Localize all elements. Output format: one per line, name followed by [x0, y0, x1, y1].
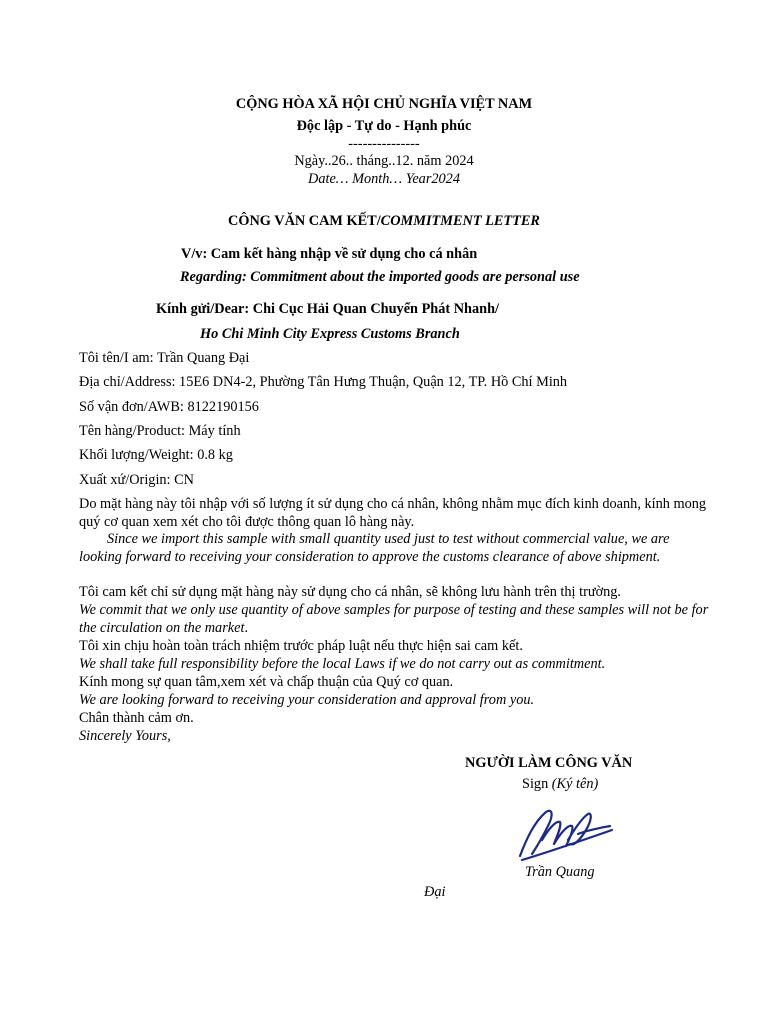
thanks-english: Sincerely Yours, [79, 728, 171, 744]
signer-title: NGƯỜI LÀM CÔNG VĂN [465, 755, 633, 771]
date-english: Date… Month… Year2024 [308, 171, 460, 187]
subject-english: Regarding: Commitment about the imported goods are personal use [180, 269, 580, 285]
thanks-vietnamese: Chân thành cảm ơn. [79, 710, 194, 726]
sign-label-english: Sign [522, 776, 552, 792]
date-vietnamese: Ngày..26.. tháng..12. năm 2024 [294, 153, 474, 169]
recipient-english: Ho Chi Minh City Express Customs Branch [200, 326, 460, 342]
paragraph-2-vietnamese: Tôi cam kết chỉ sử dụng mặt hàng này sử dụng cho cá nhân, sẽ không lưu hành trên thị trường. [79, 584, 622, 600]
document-title [0, 213, 768, 230]
field-origin: Xuất xứ/Origin: CN [79, 472, 194, 488]
paragraph-4-vietnamese: Kính mong sự quan tâm,xem xét và chấp thuận của Quý cơ quan. [79, 674, 454, 690]
motto: Độc lập - Tự do - Hạnh phúc [296, 118, 472, 134]
sign-label-vietnamese: (Ký tên) [551, 776, 599, 792]
field-address: Địa chỉ/Address: 15E6 DN4-2, Phường Tân Hưng Thuận, Quận 12, TP. Hồ Chí Minh [79, 374, 568, 390]
signer-name-line-2: Đại [424, 884, 446, 900]
title-english: COMMITMENT LETTER [380, 213, 540, 229]
paragraph-3-vietnamese: Tôi xin chịu hoàn toàn trách nhiệm trước pháp luật nếu thực hiện sai cam kết. [79, 638, 523, 654]
field-name: Tôi tên/I am: Trần Quang Đại [79, 350, 250, 366]
paragraph-4-english: We are looking forward to receiving your consideration and approval from you. [79, 692, 535, 708]
nation-heading: CỘNG HÒA XÃ HỘI CHỦ NGHĨA VIỆT NAM [235, 96, 533, 112]
paragraph-1-english: Since we import this sample with small quantity used just to test without commercial value, we are looking forward to receiving your consideration to approve the customs clearance of above shipment. [79, 531, 670, 565]
subject-vietnamese: V/v: Cam kết hàng nhập về sử dụng cho cá nhân [181, 246, 478, 262]
recipient-vietnamese: Kính gửi/Dear: Chi Cục Hải Quan Chuyển Phát Nhanh/ [156, 301, 500, 317]
signer-name-line-1: Trần Quang [525, 864, 595, 880]
field-weight: Khối lượng/Weight: 0.8 kg [79, 447, 233, 463]
field-awb: Số vận đơn/AWB: 8122190156 [79, 399, 259, 415]
paragraph-2-english: We commit that we only use quantity of above samples for purpose of testing and these samples will not be for the circulation on the market [79, 602, 709, 636]
paragraph-3-english: We shall take full responsibility before the local Laws if we do not carry out as commitment. [79, 656, 606, 672]
header-divider: --------------- [348, 136, 420, 152]
field-product: Tên hàng/Product: Máy tính [79, 423, 241, 439]
title-vietnamese: CÔNG VĂN CAM KẾT/ [228, 213, 381, 229]
paragraph-2-period: . [244, 619, 249, 636]
handwritten-signature [512, 800, 622, 870]
paragraph-2-english-block [79, 602, 709, 637]
sign-label [522, 776, 598, 793]
paragraph-1-vietnamese: Do mặt hàng này tôi nhập với số lượng ít sử dụng cho cá nhân, không nhằm mục đích kinh doanh, kính mong quý cơ quan xem xét cho tôi được thông quan lô hàng này. [79, 496, 707, 530]
